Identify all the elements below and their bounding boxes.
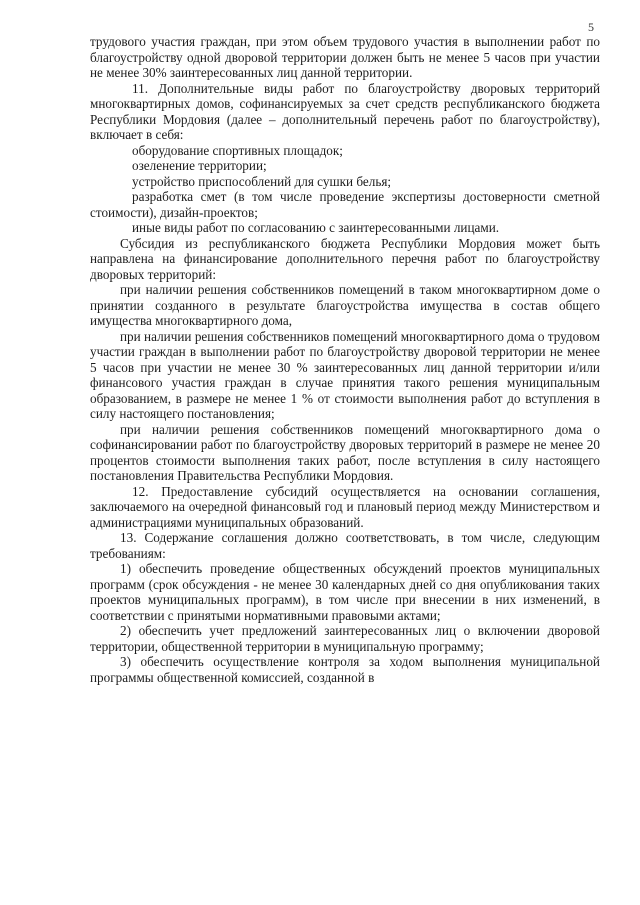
page-number: 5: [588, 20, 594, 34]
list-item-other-works: иные виды работ по согласованию с заинтересованными лицами.: [132, 220, 500, 235]
list-item-sports-grounds: оборудование спортивных площадок;: [132, 142, 343, 158]
paragraph-subitem-2: 2) обеспечить учет предложений заинтересованных лиц о включении дворовой территории, общественной территории в муниципальную программу;: [90, 623, 600, 654]
list-item-estimates: разработка смет (в том числе проведение экспертизы достоверности сметной стоимости), дизайн-проектов;: [90, 189, 600, 220]
paragraph-subsidy: Субсидия из республиканского бюджета Республики Мордовия может быть направлена на финансирование дополнительного перечня работ по благоустройству дворовых территорий:: [90, 235, 600, 282]
paragraph-item-12: 12. Предоставление субсидий осуществляется на основании соглашения, заключаемого на очередной финансовый год и плановый период между Министерством и администрациями муниципальных образований.: [90, 483, 600, 530]
paragraph-condition-property: при наличии решения собственников помещений в таком многоквартирном доме о принятии созданного в результате благоустройства имущества в состав общего имущества многоквартирного дома,: [90, 282, 600, 328]
paragraph-continuation: трудового участия граждан, при этом объем трудового участия в выполнении работ по благоустройству одной дворовой территории должен быть не менее 5 часов при участии не менее 30% заинтересованных лиц данной территории.: [90, 34, 600, 80]
document-body: [90, 34, 600, 685]
list-item-drying-devices: устройство приспособлений для сушки белья;: [132, 173, 392, 189]
paragraph-condition-labor: при наличии решения собственников помещений многоквартирного дома о трудовом участии граждан в выполнении работ по благоустройству дворовой территории не менее 5 часов при участии не менее 30 % заинтересованных лиц данной территории и/или финансового участия граждан в случае принятия такого решения муниципальным образованием, в размере не менее 1 % от стоимости выполнения работ до вступления в силу настоящего постановления;: [90, 328, 600, 421]
list-item-landscaping: озеленение территории;: [132, 158, 267, 173]
paragraph-item-11: 11. Дополнительные виды работ по благоустройству дворовых территорий многоквартирных домов, софинансируемых за счет средств республиканского бюджета Республики Мордовия (далее – дополнительный перечень работ по благоустройству), включает в себя:: [90, 80, 600, 142]
paragraph-item-13: 13. Содержание соглашения должно соответствовать, в том числе, следующим требованиям:: [90, 530, 600, 561]
paragraph-condition-cofinancing: при наличии решения собственников помещений многоквартирного дома о софинансировании работ по благоустройству дворовых территорий в размере не менее 20 процентов стоимости выполнения таких работ, после вступления в силу настоящего постановления Правительства Республики Мордовия.: [90, 421, 600, 483]
paragraph-subitem-1: 1) обеспечить проведение общественных обсуждений проектов муниципальных программ (срок обсуждения - не менее 30 календарных дней со дня опубликования таких проектов муниципальных программ), в том числе при внесении в них изменений, в соответствии с принятыми нормативными правовыми актами;: [90, 561, 600, 623]
paragraph-subitem-3: 3) обеспечить осуществление контроля за ходом выполнения муниципальной программы общественной комиссией, созданной в: [90, 654, 600, 685]
